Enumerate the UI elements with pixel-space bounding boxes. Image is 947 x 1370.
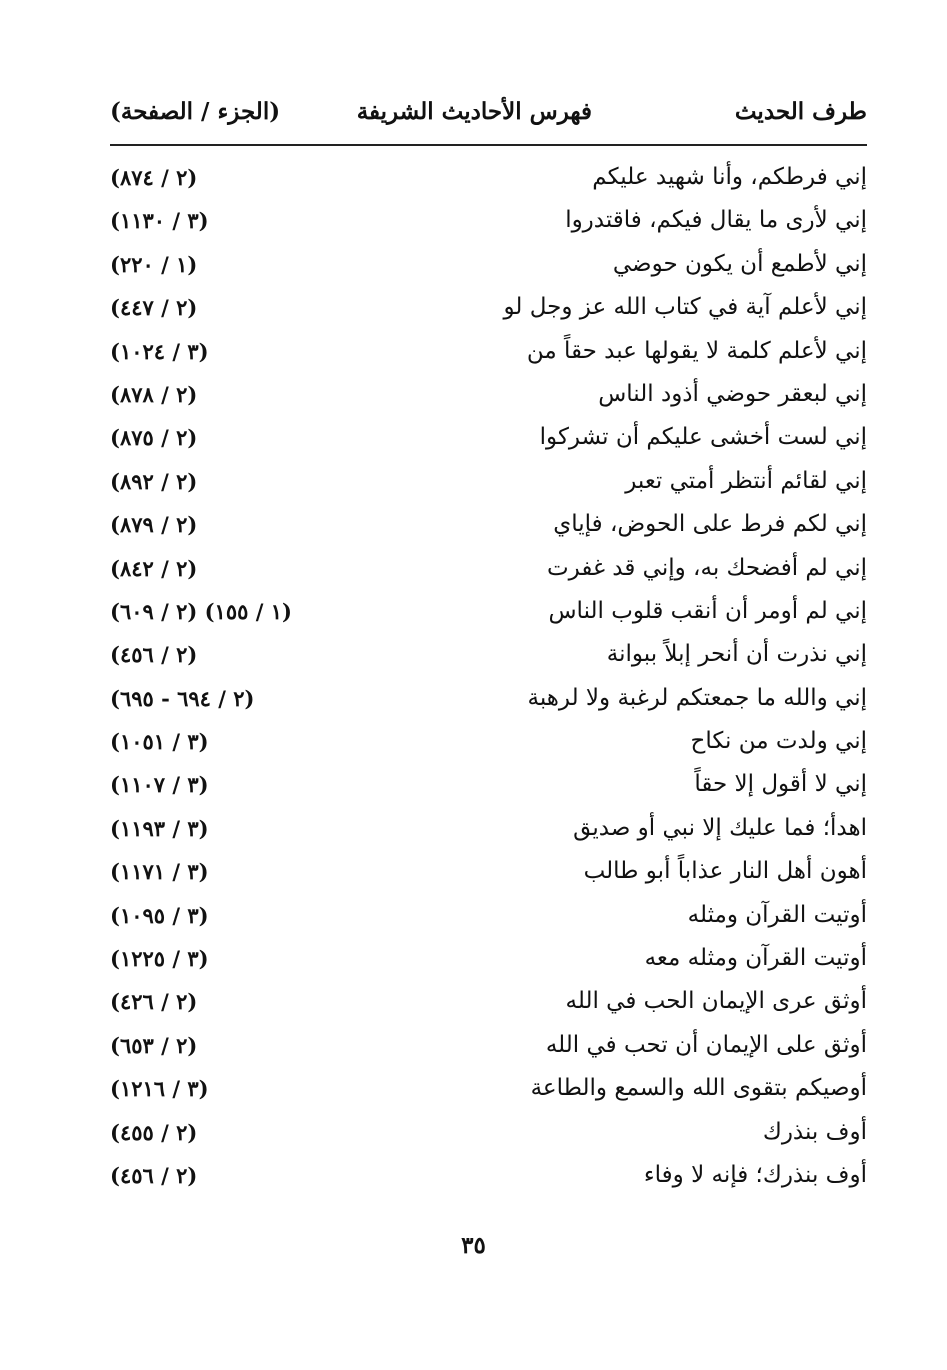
list-item — [110, 201, 867, 244]
list-item — [110, 982, 867, 1025]
hadith-text: إني والله ما جمعتكم لرغبة ولا لرهبة — [527, 684, 867, 711]
hadith-text: إني نذرت أن أنحر إبلاً ببوانة — [606, 641, 867, 668]
list-item — [110, 939, 867, 982]
hadith-text: إني لست أخشى عليكم أن تشركوا — [539, 424, 867, 451]
list-item — [110, 635, 867, 678]
hadith-text: إني لأعلم كلمة لا يقولها عبد حقاً من — [526, 337, 867, 364]
volume-page-ref: (٢ / ٤٥٥) — [110, 1119, 198, 1145]
header-index-title: فهرس الأحاديث الشريفة — [356, 98, 592, 125]
volume-page-ref: (٢ / ٨٧٩) — [110, 512, 198, 538]
hadith-text: أهون أهل النار عذاباً أبو طالب — [583, 858, 867, 885]
volume-page-ref: (٣ / ١١٩٣) — [110, 815, 209, 841]
list-item — [110, 852, 867, 895]
volume-page-ref: (٢ / ٤٢٦) — [110, 989, 198, 1015]
header-volume-page-column: (الجزء / الصفحة) — [110, 98, 281, 125]
volume-page-ref: (٢ / ٨٧٥) — [110, 425, 198, 451]
hadith-text: إني لم أفضحك به، وإني قد غفرت — [546, 554, 867, 581]
list-item — [110, 1156, 867, 1199]
list-item — [110, 505, 867, 548]
volume-page-ref: (٣ / ١١٧١) — [110, 859, 209, 885]
header-divider — [110, 144, 867, 146]
hadith-text: أوصيكم بتقوى الله والسمع والطاعة — [530, 1075, 867, 1102]
hadith-text: إني فرطكم، وأنا شهيد عليكم — [592, 164, 867, 190]
list-item — [110, 288, 867, 331]
volume-page-ref: (١ / ٢٢٠) — [110, 251, 198, 277]
volume-page-ref: (٣ / ١٠٥١) — [110, 729, 209, 755]
hadith-text: أوثق على الإيمان أن تحب في الله — [545, 1031, 867, 1058]
list-item — [110, 1113, 867, 1156]
volume-page-ref: (٢ / ٨٤٢) — [110, 555, 198, 581]
header-hadith-column: طرف الحديث — [734, 98, 867, 125]
volume-page-ref: (٣ / ١٠٩٥) — [110, 902, 209, 928]
list-item — [110, 722, 867, 765]
hadith-text: أوتيت القرآن ومثله — [687, 901, 867, 928]
hadith-text: إني لم أومر أن أنقب قلوب الناس — [548, 597, 867, 624]
volume-page-ref: (٢ / ٦٩٤ - ٦٩٥) — [110, 685, 255, 711]
list-item — [110, 549, 867, 592]
hadith-text: اهدأ؛ فما عليك إلا نبي أو صديق — [573, 814, 867, 841]
list-item — [110, 1026, 867, 1069]
hadith-text: أوف بنذرك؛ فإنه لا وفاء — [643, 1161, 867, 1188]
hadith-text: إني لأطمع أن يكون حوضي — [612, 250, 867, 277]
hadith-text: إني لا أقول إلا حقاً — [694, 771, 867, 798]
list-item — [110, 765, 867, 808]
list-item — [110, 1069, 867, 1112]
volume-page-ref: (٢ / ٨٧٤) — [110, 165, 198, 190]
volume-page-ref: (٢ / ٨٧٨) — [110, 381, 198, 407]
volume-page-ref: (٢ / ٤٤٧) — [110, 295, 198, 321]
list-item — [110, 809, 867, 852]
volume-page-ref: (٣ / ١٢١٦) — [110, 1076, 209, 1102]
volume-page-ref: (٣ / ١٢٢٥) — [110, 946, 209, 972]
volume-page-ref: (٢ / ٤٥٦) — [110, 1162, 198, 1188]
hadith-text: إني ولدت من نكاح — [690, 728, 867, 755]
volume-page-ref: (٣ / ١٠٢٤) — [110, 338, 209, 364]
hadith-text: إني لقائم أنتظر أمتي تعبر — [625, 467, 867, 494]
list-item — [110, 332, 867, 375]
volume-page-ref: (٢ / ٦٥٣) — [110, 1032, 198, 1058]
list-item — [110, 679, 867, 722]
list-item — [110, 592, 867, 635]
hadith-text: أوتيت القرآن ومثله معه — [644, 945, 867, 972]
list-item — [110, 462, 867, 505]
volume-page-ref: (٢ / ٤٥٦) — [110, 642, 198, 668]
hadith-index-list — [110, 158, 867, 1199]
volume-page-ref: (٣ / ١١٣٠) — [110, 208, 209, 234]
volume-page-ref: (٢ / ٨٩٢) — [110, 468, 198, 494]
hadith-text: إني لكم فرط على الحوض، فإياي — [553, 511, 867, 538]
hadith-text: إني لأعلم آية في كتاب الله عز وجل لو — [503, 294, 867, 321]
list-item — [110, 158, 867, 201]
page-number: ٣٥ — [461, 1232, 486, 1259]
volume-page-ref: (٣ / ١١٠٧) — [110, 772, 209, 798]
list-item — [110, 245, 867, 288]
list-item — [110, 375, 867, 418]
hadith-text: إني لبعقر حوضي أذود الناس — [598, 380, 867, 407]
page-header — [110, 98, 867, 142]
hadith-text: إني لأرى ما يقال فيكم، فاقتدروا — [565, 207, 867, 234]
volume-page-ref: (١ / ١٥٥) (٢ / ٦٠٩) — [110, 598, 292, 624]
list-item — [110, 418, 867, 461]
hadith-text: أوف بنذرك — [762, 1118, 867, 1145]
hadith-text: أوثق عرى الإيمان الحب في الله — [565, 988, 867, 1015]
list-item — [110, 896, 867, 939]
